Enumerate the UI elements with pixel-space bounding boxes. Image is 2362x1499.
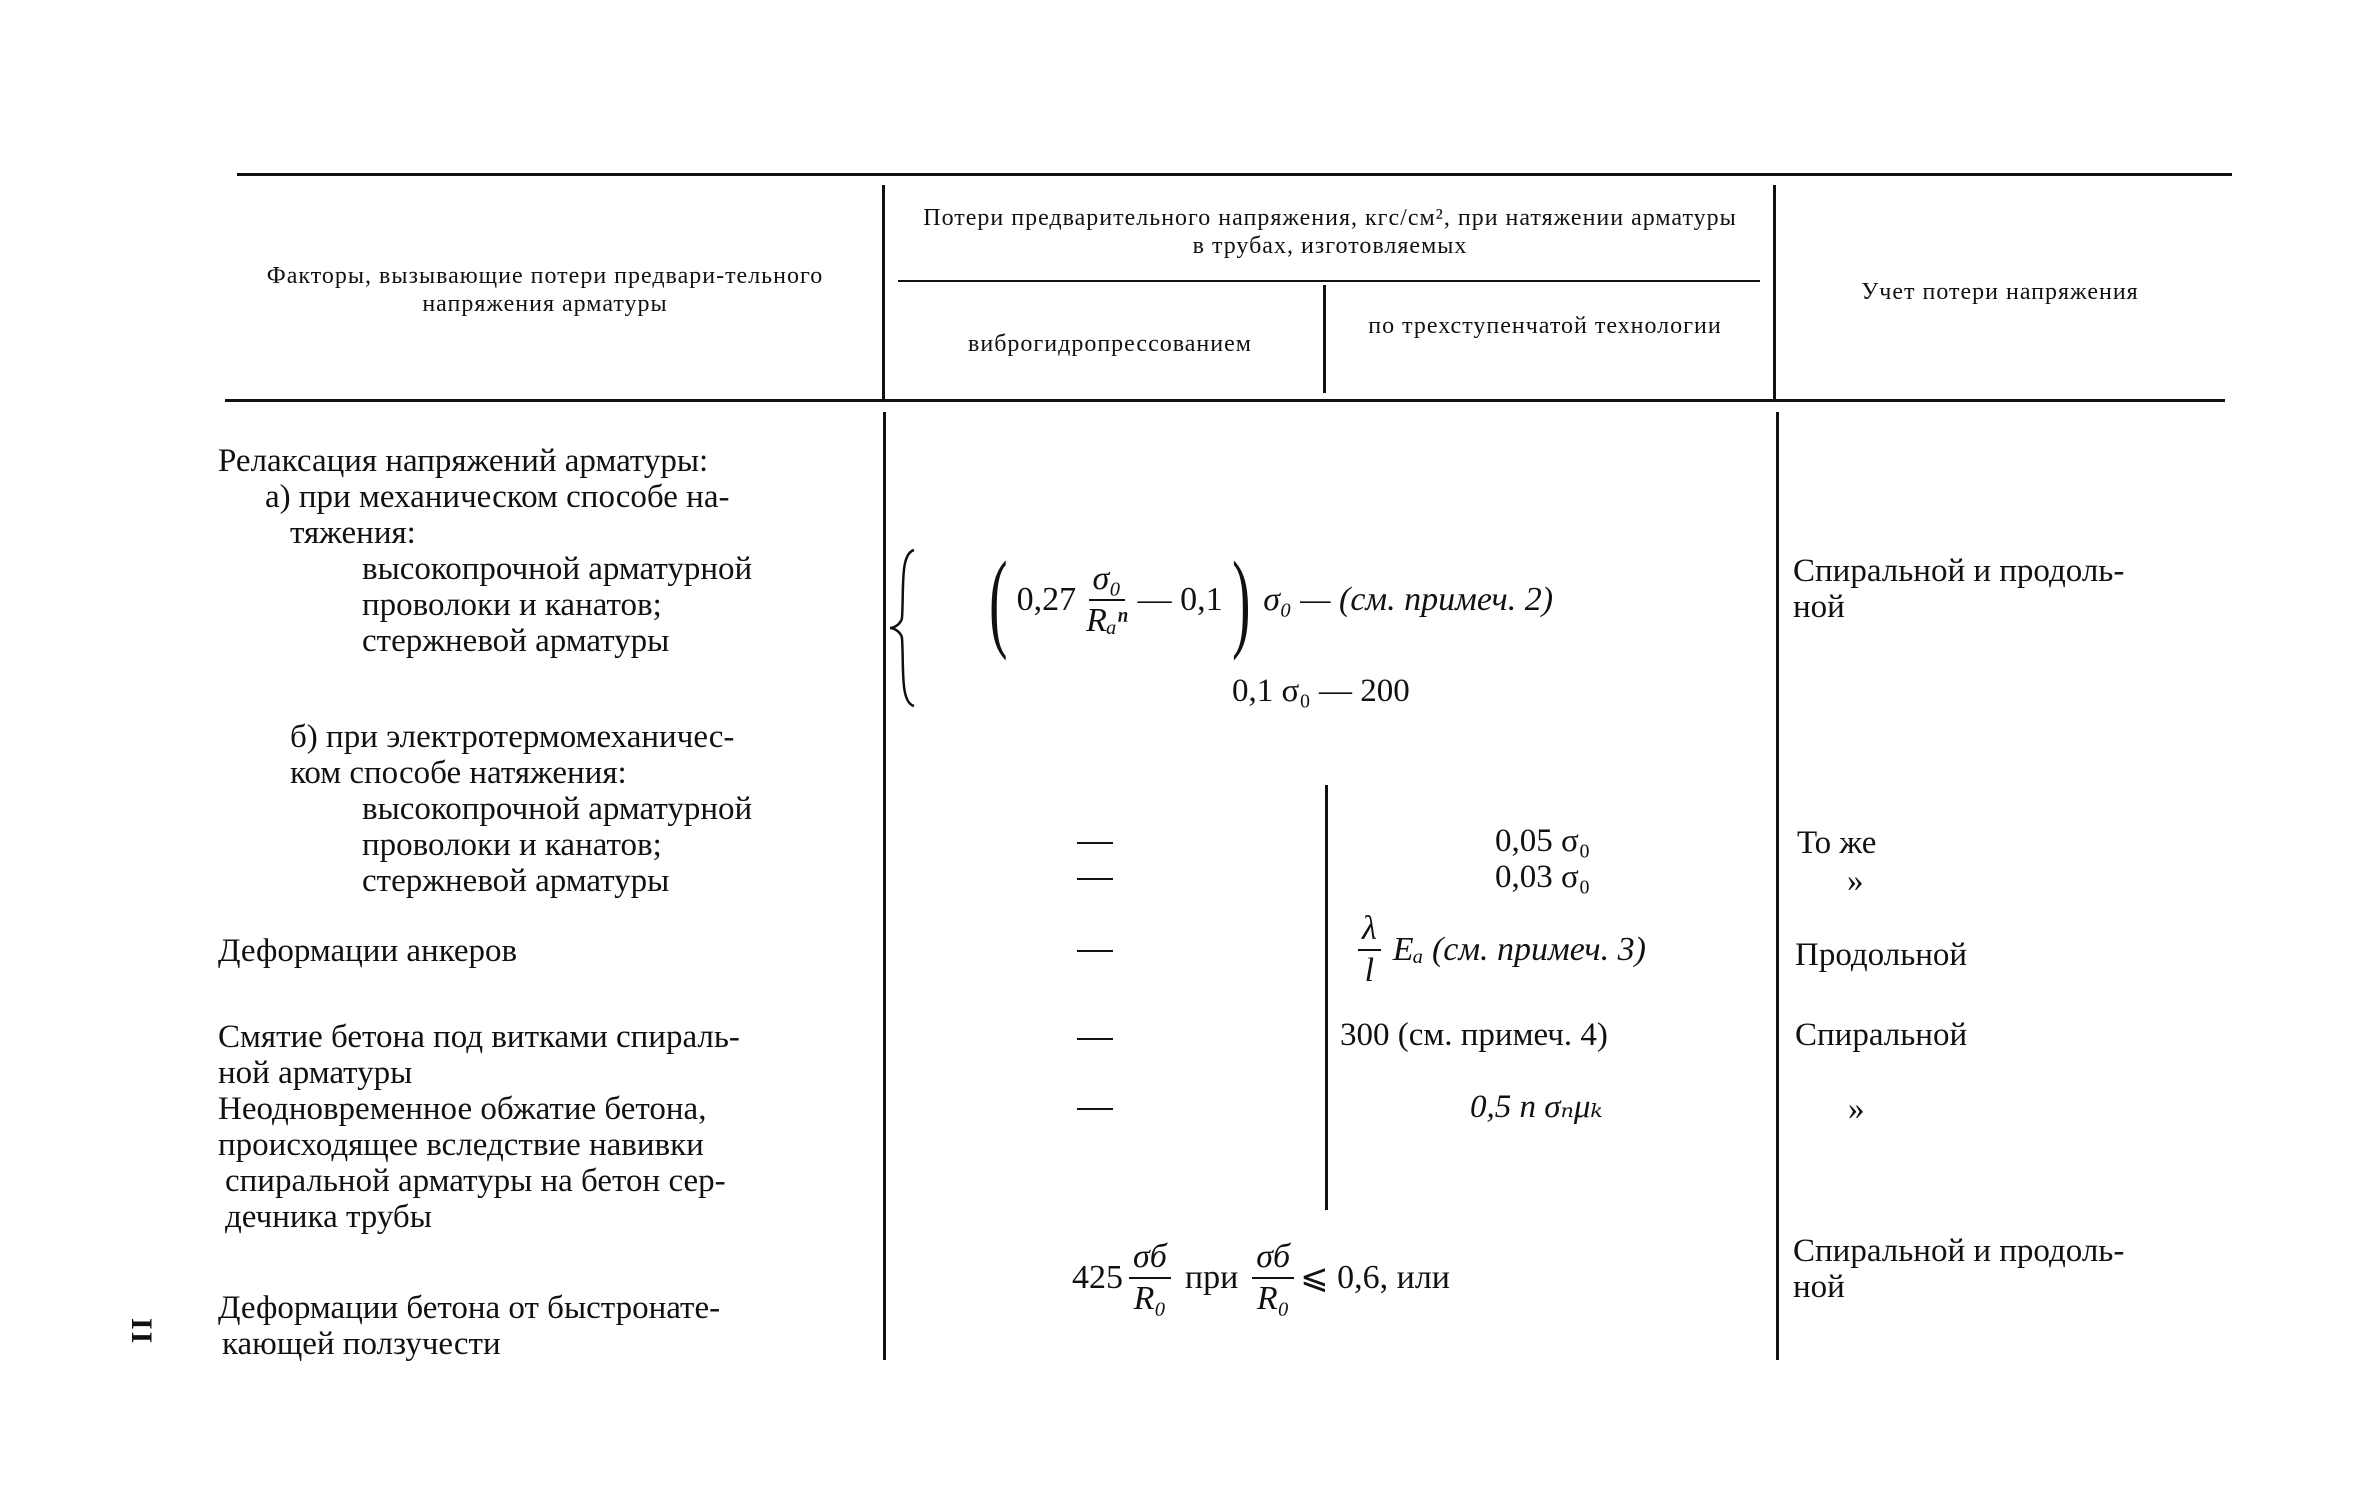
anchor-label: Деформации анкеров: [218, 933, 518, 969]
value-b-wire: 0,05 σ₀: [1495, 823, 1591, 859]
creep-den-2: R₀: [1256, 1280, 1290, 1317]
creep-num-2: σб: [1252, 1239, 1294, 1279]
fraction-lambda-over-l: [1358, 911, 1381, 989]
margin-mark: II: [125, 1318, 158, 1346]
crush-acct: Спиральной: [1795, 1017, 1968, 1053]
acct-ditto-1: »: [1847, 863, 1864, 899]
header-divider-1: [882, 185, 885, 400]
uneven-acct: »: [1848, 1091, 1865, 1127]
creep-line2: кающей ползучести: [222, 1326, 501, 1362]
fraction-sigma-b-over-R0-2: [1252, 1239, 1294, 1317]
relax-acct-text: Спиральной и продоль-: [1793, 553, 2125, 589]
dash-anchor: [1077, 950, 1113, 952]
formula1-left: 0,27: [1016, 581, 1077, 618]
formula1-right: — 0,1: [1137, 581, 1223, 618]
relax-b-line1: б) при электротермомеханичес-: [290, 719, 735, 755]
relax-b-rod: стержневой арматуры: [362, 863, 670, 899]
value-b-rod: 0,03 σ₀: [1495, 859, 1591, 895]
header-accounting: Учет потери напряжения: [1861, 279, 2139, 305]
header-three-stage: по трехступенчатой технологии: [1368, 313, 1722, 339]
dash-uneven: [1077, 1108, 1113, 1110]
frac-num: σ₀: [1089, 561, 1126, 601]
uneven-value: 0,5 n σₙμₖ: [1470, 1089, 1603, 1125]
creep-coef: 425: [1072, 1259, 1123, 1296]
dash-b-rod: [1077, 878, 1113, 880]
subheader-rule: [898, 280, 1760, 282]
relax-a-wire2: проволоки и канатов;: [362, 587, 662, 623]
uneven-line4: дечника трубы: [225, 1199, 432, 1235]
formula-anchor: [1352, 902, 1646, 998]
crush-text1: Смятие бетона под витками спираль-: [218, 1019, 740, 1055]
creep-acct-line1: [1793, 1233, 2223, 1269]
frac-den: Rₐⁿ: [1086, 602, 1128, 639]
header-factors: Факторы, вызывающие потери предвари-тельного напряжения арматуры: [266, 263, 824, 317]
frac-lambda: λ: [1358, 911, 1381, 951]
formula-relax-rod: 0,1 σ₀ — 200: [1232, 673, 1410, 709]
uneven-line1: Неодновременное обжатие бетона,: [218, 1091, 707, 1127]
paren-open: (: [989, 539, 1008, 661]
table-top-rule: [237, 173, 2232, 176]
dash-b-wire: [1077, 842, 1113, 844]
anchor-tail: Eₐ (см. примеч. 3): [1392, 931, 1646, 968]
body-divider-1: [883, 412, 886, 1360]
acct-same: То же: [1797, 825, 1877, 861]
header-losses: Потери предварительного напряжения, кгс/см², при натяжении арматуры в трубах, изготовляемых: [923, 205, 1737, 259]
formula-creep: [1072, 1230, 1450, 1326]
uneven-line2: происходящее вследствие навивки: [218, 1127, 704, 1163]
anchor-acct: Продольной: [1795, 937, 1968, 973]
creep-mid: при: [1184, 1259, 1239, 1296]
relax-title: Релаксация напряжений арматуры:: [218, 443, 709, 479]
creep-acct-text: Спиральной и продоль-: [1793, 1233, 2125, 1269]
body-divider-sub: [1325, 785, 1328, 1210]
relax-acct-line1: [1793, 553, 2223, 589]
crush-value: 300 (см. примеч. 4): [1340, 1017, 1608, 1053]
fraction-sigma-b-over-R0-1: [1129, 1239, 1171, 1317]
body-divider-2: [1776, 412, 1779, 1360]
dash-crush: [1077, 1038, 1113, 1040]
header-divider-sub: [1323, 285, 1326, 393]
crush-line1: [218, 1019, 865, 1055]
relax-a-line1: [265, 479, 865, 515]
creep-tail: ⩽ 0,6, или: [1300, 1259, 1450, 1296]
relax-a-wire1: высокопрочной арматурной: [362, 551, 753, 587]
relax-a-rod: стержневой арматуры: [362, 623, 670, 659]
creep-acct-line2: ной: [1793, 1269, 1845, 1305]
frac-l: l: [1364, 952, 1375, 989]
formula1-tail: σ₀ — (см. примеч. 2): [1263, 581, 1554, 618]
fraction-sigma-over-R: [1082, 561, 1131, 639]
header-vibro: виброгидропрессованием: [968, 331, 1252, 357]
relax-a-text: а) при механическом способе на-: [265, 479, 730, 515]
creep-num-1: σб: [1129, 1239, 1171, 1279]
relax-b-wire1: высокопрочной арматурной: [362, 791, 753, 827]
relax-a-line2: тяжения:: [290, 515, 416, 551]
crush-line2: ной арматуры: [218, 1055, 413, 1091]
relax-b-line2: ком способе натяжения:: [290, 755, 627, 791]
paren-close: ): [1231, 539, 1251, 661]
formula-relax-wire: [980, 539, 1554, 661]
creep-den-1: R₀: [1133, 1280, 1167, 1317]
relax-acct-line2: ной: [1793, 589, 1845, 625]
header-bottom-rule: [225, 399, 2225, 402]
creep-line1: Деформации бетона от быстронате-: [218, 1290, 721, 1326]
relax-b-wire2: проволоки и канатов;: [362, 827, 662, 863]
left-curly-brace: [888, 548, 918, 708]
uneven-line3: спиральной арматуры на бетон сер-: [225, 1163, 726, 1199]
header-divider-2: [1773, 185, 1776, 400]
